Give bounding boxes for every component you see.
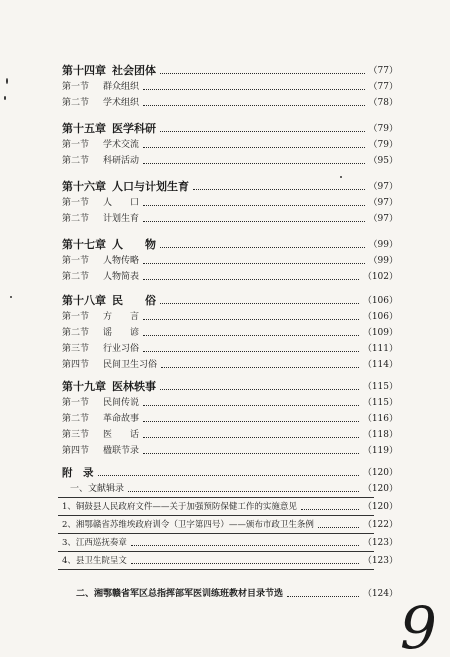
page-number: （119） — [362, 446, 398, 456]
leader-dots — [131, 562, 359, 564]
leader-dots — [143, 278, 359, 280]
section-number: 第一节 — [62, 140, 90, 150]
chapter-title: 民 俗 — [112, 294, 156, 307]
leader-dots — [143, 88, 365, 90]
page-number: （97） — [368, 182, 398, 192]
leader-dots — [143, 162, 365, 164]
page-number: （118） — [362, 430, 398, 440]
toc-section — [0, 395, 450, 411]
section-number: 第一节 — [62, 312, 90, 322]
section-title: 民间卫生习俗 — [103, 360, 158, 370]
page-number: （109） — [362, 328, 398, 338]
toc-appendix-item — [0, 535, 450, 551]
toc-section — [0, 427, 450, 443]
page-number: （102） — [362, 272, 398, 282]
appendix-item-title: 1、铜鼓县人民政府文件——关于加强预防保健工作的实施意见 — [62, 502, 297, 512]
section-number: 第二节 — [62, 156, 90, 166]
appendix-item-title: 4、县卫生院呈文 — [62, 556, 127, 566]
leader-dots — [160, 246, 365, 248]
toc-appendix-part-2 — [0, 586, 450, 602]
toc-chapter-16 — [0, 179, 450, 195]
toc-section — [0, 79, 450, 95]
section-number: 第一节 — [62, 198, 90, 208]
chapter-title: 人口与计划生育 — [112, 180, 189, 193]
leader-dots — [143, 350, 359, 352]
leader-dots — [160, 72, 365, 74]
section-title: 人物传略 — [103, 256, 140, 266]
page-number: （111） — [362, 344, 398, 354]
rule-line — [58, 533, 374, 534]
toc-appendix-item — [0, 553, 450, 569]
page-number: （99） — [368, 240, 398, 250]
toc-appendix — [0, 465, 450, 481]
toc-section — [0, 195, 450, 211]
chapter-number: 第十九章 — [62, 380, 106, 393]
page-number: （99） — [368, 256, 398, 266]
page-number: （114） — [362, 360, 398, 370]
toc-section — [0, 137, 450, 153]
section-title: 计划生育 — [103, 214, 140, 224]
chapter-title: 医林轶事 — [112, 380, 156, 393]
page-number: （106） — [362, 296, 398, 306]
toc-appendix-part-1 — [0, 481, 450, 497]
section-number: 第一节 — [62, 82, 90, 92]
leader-dots — [143, 104, 365, 106]
scan-speck — [6, 78, 8, 84]
page-number: （77） — [368, 66, 398, 76]
appendix-title: 附 录 — [62, 467, 94, 479]
page-number: （97） — [368, 214, 398, 224]
toc-chapter-14 — [0, 63, 450, 79]
leader-dots — [128, 490, 359, 492]
section-title: 民间传说 — [103, 398, 140, 408]
toc-section — [0, 211, 450, 227]
leader-dots — [301, 508, 359, 510]
chapter-title: 人 物 — [112, 238, 156, 251]
section-number: 第四节 — [62, 446, 90, 456]
leader-dots — [143, 318, 359, 320]
chapter-number: 第十五章 — [62, 122, 106, 135]
page-number: （122） — [362, 520, 398, 530]
section-title: 科研活动 — [103, 156, 140, 166]
toc-section — [0, 411, 450, 427]
appendix-item-title: 3、江西巡抚奏章 — [62, 538, 127, 548]
section-title: 楹联节录 — [103, 446, 140, 456]
leader-dots — [160, 130, 365, 132]
page-number: （77） — [368, 82, 398, 92]
page-number: （116） — [362, 414, 398, 424]
toc-section — [0, 325, 450, 341]
section-number: 第二节 — [62, 214, 90, 224]
page-number: （123） — [362, 556, 398, 566]
toc-chapter-17 — [0, 237, 450, 253]
page-number: （79） — [368, 124, 398, 134]
toc-section — [0, 253, 450, 269]
scan-speck — [340, 176, 342, 178]
page-number: （120） — [362, 502, 398, 512]
toc-appendix-item — [0, 499, 450, 515]
handwritten-page-number-text: 9 — [400, 594, 437, 657]
page-number: （123） — [362, 538, 398, 548]
section-number: 第三节 — [62, 344, 90, 354]
rule-line — [58, 497, 374, 498]
leader-dots — [98, 474, 359, 476]
section-title: 方 言 — [103, 312, 140, 322]
rule-line — [58, 551, 374, 552]
chapter-number: 第十四章 — [62, 64, 106, 77]
leader-dots — [143, 262, 365, 264]
leader-dots — [318, 526, 359, 528]
leader-dots — [160, 302, 359, 304]
rule-line — [58, 569, 374, 570]
section-title: 学术组织 — [103, 98, 140, 108]
toc-section — [0, 95, 450, 111]
leader-dots — [131, 544, 359, 546]
leader-dots — [193, 188, 365, 190]
page-number: （120） — [362, 484, 398, 494]
scan-speck — [10, 296, 12, 298]
section-number: 第二节 — [62, 98, 90, 108]
chapter-number: 第十七章 — [62, 238, 106, 251]
chapter-title: 社会团体 — [112, 64, 156, 77]
toc-section — [0, 153, 450, 169]
leader-dots — [287, 595, 359, 597]
section-title: 人 口 — [103, 198, 140, 208]
section-title: 医 话 — [103, 430, 140, 440]
section-title: 群众组织 — [103, 82, 140, 92]
section-title: 人物简表 — [103, 272, 140, 282]
section-number: 第四节 — [62, 360, 90, 370]
section-number: 第二节 — [62, 414, 90, 424]
appendix-part-title: 二、湘鄂赣省军区总指挥部军医训练班教材目录节选 — [76, 589, 284, 599]
leader-dots — [161, 366, 359, 368]
section-title: 谣 谚 — [103, 328, 140, 338]
page-number: （97） — [368, 198, 398, 208]
appendix-part-title: 一、文献辑录 — [70, 484, 125, 494]
toc-section — [0, 269, 450, 285]
toc-appendix-item — [0, 517, 450, 533]
chapter-title: 医学科研 — [112, 122, 156, 135]
leader-dots — [143, 420, 359, 422]
page-number: （78） — [368, 98, 398, 108]
appendix-item-title: 2、湘鄂赣省苏维埃政府训令（卫字第四号）——颁布市政卫生条例 — [62, 520, 314, 530]
chapter-number: 第十八章 — [62, 294, 106, 307]
leader-dots — [143, 404, 359, 406]
section-number: 第二节 — [62, 328, 90, 338]
toc-section — [0, 341, 450, 357]
scan-speck — [4, 96, 6, 100]
section-title: 行业习俗 — [103, 344, 140, 354]
section-title: 学术交流 — [103, 140, 140, 150]
rule-line — [58, 515, 374, 516]
section-number: 第三节 — [62, 430, 90, 440]
handwritten-page-number — [398, 594, 437, 657]
page-number: （115） — [362, 382, 398, 392]
toc-chapter-19 — [0, 379, 450, 395]
toc-chapter-18 — [0, 293, 450, 309]
leader-dots — [143, 334, 359, 336]
leader-dots — [143, 220, 365, 222]
section-number: 第一节 — [62, 256, 90, 266]
toc-chapter-15 — [0, 121, 450, 137]
page-number: （106） — [362, 312, 398, 322]
leader-dots — [143, 146, 365, 148]
toc-section — [0, 443, 450, 459]
leader-dots — [143, 204, 365, 206]
page-number: （79） — [368, 140, 398, 150]
leader-dots — [160, 388, 359, 390]
chapter-number: 第十六章 — [62, 180, 106, 193]
page-number: （124） — [362, 589, 398, 599]
section-number: 第一节 — [62, 398, 90, 408]
toc-section — [0, 357, 450, 373]
page-number: （95） — [368, 156, 398, 166]
page-number: （120） — [362, 468, 398, 478]
toc-section — [0, 309, 450, 325]
leader-dots — [143, 436, 359, 438]
section-title: 革命故事 — [103, 414, 140, 424]
section-number: 第二节 — [62, 272, 90, 282]
page-number: （115） — [362, 398, 398, 408]
leader-dots — [143, 452, 359, 454]
